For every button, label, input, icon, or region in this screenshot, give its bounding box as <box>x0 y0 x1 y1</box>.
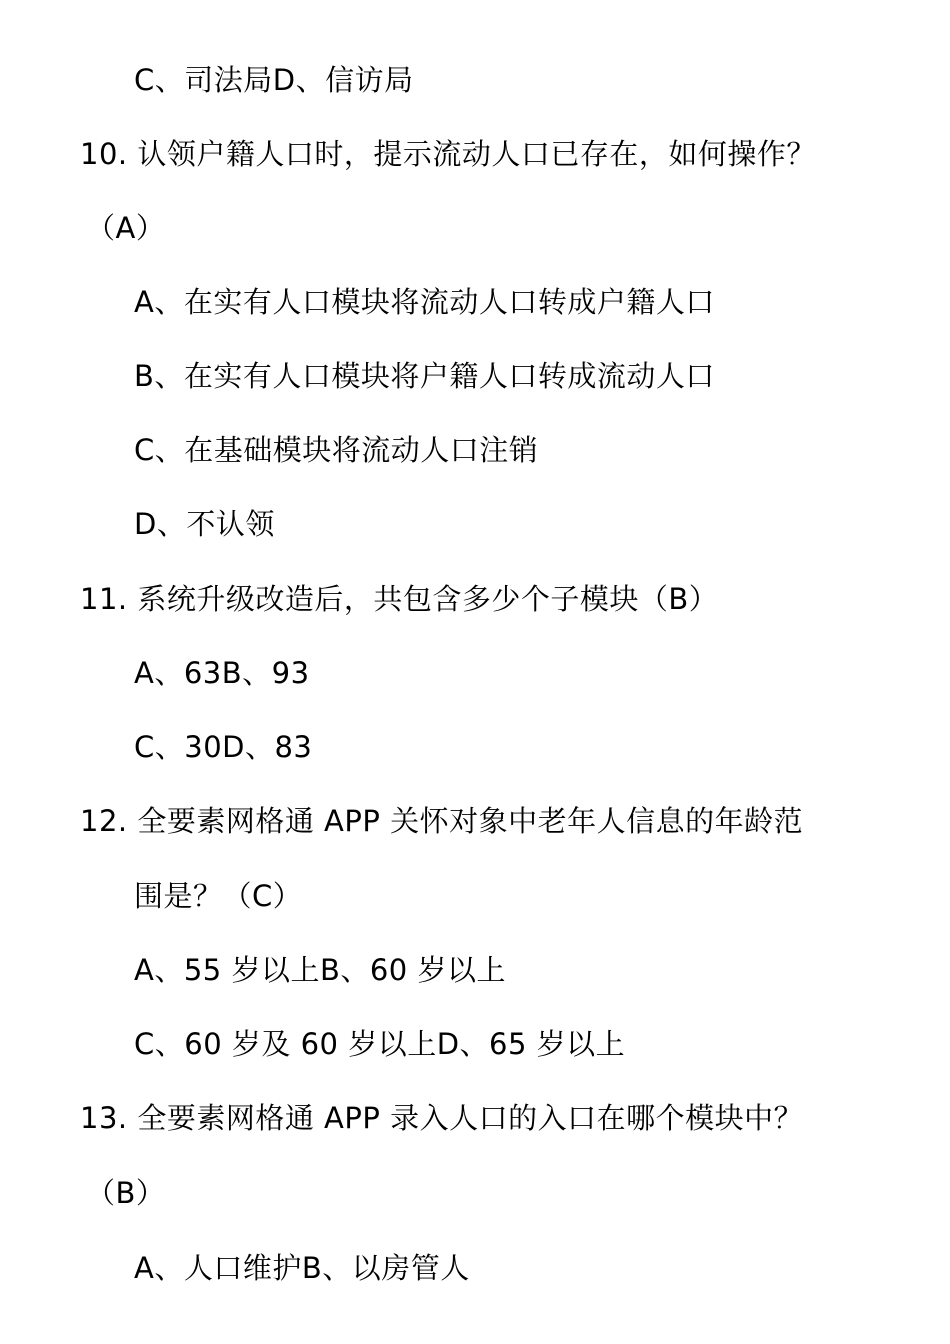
q13-question: 13. 全要素网格通 APP 录入人口的入口在哪个模块中？ <box>80 1101 804 1135</box>
q9-options-cd: C、司法局D、信访局 <box>134 63 414 97</box>
q10-option-d: D、不认领 <box>134 507 275 541</box>
q10-option-b: B、在实有人口模块将户籍人口转成流动人口 <box>134 359 715 393</box>
q12-options-ab: A、55 岁以上B、60 岁以上 <box>134 953 506 987</box>
q10-answer: （A） <box>86 211 166 245</box>
q10-option-c: C、在基础模块将流动人口注销 <box>134 433 539 467</box>
q11-options-cd: C、30D、83 <box>134 730 313 764</box>
q12-options-cd: C、60 岁及 60 岁以上D、65 岁以上 <box>134 1027 626 1061</box>
q10-option-a: A、在实有人口模块将流动人口转成户籍人口 <box>134 285 715 319</box>
q10-question: 10. 认领户籍人口时，提示流动人口已存在，如何操作？ <box>80 137 816 171</box>
q11-options-ab: A、63B、93 <box>134 656 310 690</box>
q11-question: 11. 系统升级改造后，共包含多少个子模块（B） <box>80 582 719 616</box>
q13-options-ab: A、人口维护B、以房管人 <box>134 1251 470 1285</box>
q12-question-cont: 围是？（C） <box>134 879 303 913</box>
q13-answer: （B） <box>86 1176 166 1210</box>
q12-question: 12. 全要素网格通 APP 关怀对象中老年人信息的年龄范 <box>80 804 804 838</box>
